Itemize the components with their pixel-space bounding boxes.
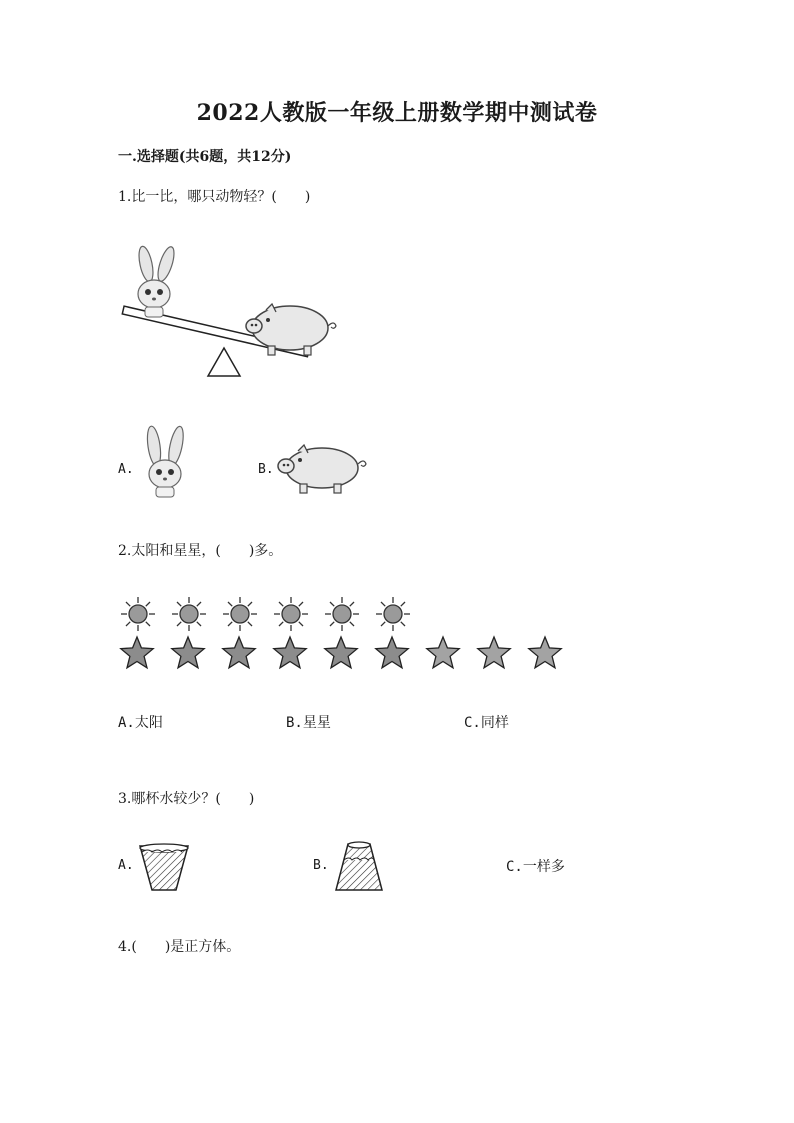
cup-wide-icon[interactable] [136,842,192,894]
question-3-stem: 3.哪杯水较少？( ) [118,791,255,807]
star-icon [223,637,255,668]
star-icon [172,637,204,668]
sun-icon [223,597,257,631]
star-row [118,634,578,672]
sun-icon [274,597,308,631]
sun-icon [376,597,410,631]
star-icon [121,637,153,668]
section-heading: 一.选择题(共6题，共12分) [118,149,292,165]
seesaw-figure [118,240,348,380]
sun-row [118,596,438,632]
page-title: 2022人教版一年级上册数学期中测试卷 [196,100,598,126]
cup-narrow-icon[interactable] [332,840,386,894]
question-2-stem: 2.太阳和星星，( )多。 [118,543,283,559]
sun-icon [325,597,359,631]
question-4-stem: 4.( )是正方体。 [118,939,241,955]
sun-icon [172,597,206,631]
question-1-stem: 1.比一比，哪只动物轻？( ) [118,189,311,205]
rabbit-icon[interactable] [136,424,196,500]
star-icon [274,637,306,668]
q3-option-a-label[interactable]: A. [118,858,134,873]
q2-option-b[interactable]: B.星星 [286,715,331,731]
pig-icon [246,304,336,355]
star-icon [529,637,561,668]
q2-option-a[interactable]: A.太阳 [118,715,163,731]
sun-icon [121,597,155,631]
rabbit-icon [136,245,177,317]
q1-option-a-label[interactable]: A. [118,462,134,477]
pig-icon[interactable] [278,444,368,496]
star-icon [427,637,459,668]
star-icon [478,637,510,668]
q3-option-b-label[interactable]: B. [313,858,329,873]
star-icon [376,637,408,668]
q3-option-c[interactable]: C.一样多 [506,859,565,875]
star-icon [325,637,357,668]
q2-option-c[interactable]: C.同样 [464,715,509,731]
q1-option-b-label[interactable]: B. [258,462,274,477]
